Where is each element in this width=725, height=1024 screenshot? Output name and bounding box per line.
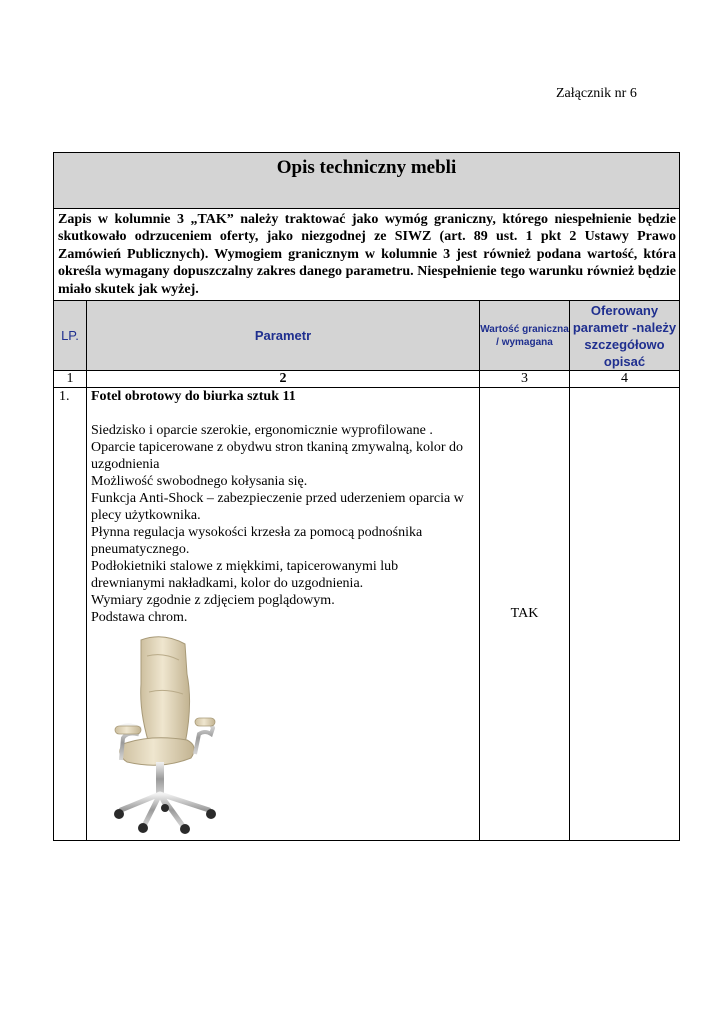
item-description	[87, 388, 480, 841]
spec-line: Możliwość swobodnego kołysania się.	[91, 474, 308, 490]
page-title: Opis techniczny mebli	[276, 157, 457, 178]
column-number: 3	[480, 371, 570, 388]
column-number-row	[54, 371, 680, 388]
spec-table	[53, 152, 680, 841]
annex-label: Załącznik nr 6	[556, 86, 637, 101]
requirements-note: Zapis w kolumnie 3 „TAK” należy traktować jako wymóg graniczny, którego niespełnienie będzie skutkowało odrzuceniem oferty, jako niezgodnej ze SIWZ (art. 89 ust. 1 pkt 2 Ustawy Prawo Zamówień Publicznych). Wymogiem granicznym w kolumnie 3 jest również podana wartość, która określa wymagany dopuszczalny zakres danego parametru. Niespełnienie tego warunku również będzie miało skutek jak wyżej.	[54, 209, 680, 301]
header-threshold-value: Wartość graniczna / wymagana	[480, 301, 570, 371]
column-number: 4	[570, 371, 680, 388]
column-number: 1	[54, 371, 87, 388]
spec-line: Siedzisko i oparcie szerokie, ergonomicznie wyprofilowane .	[91, 423, 433, 439]
header-parameter: Parametr	[87, 301, 480, 371]
spec-line: Oparcie tapicerowane z obydwu stron tkaniną zmywalną, kolor do uzgodnienia	[91, 440, 464, 473]
column-number: 2	[87, 371, 480, 388]
item-offered-parameter[interactable]	[570, 388, 680, 841]
table-row	[54, 388, 680, 841]
spec-line: Podstawa chrom.	[91, 610, 188, 626]
office-chair-image	[101, 634, 231, 834]
item-lp: 1.	[54, 388, 87, 841]
spec-line: Wymiary zgodnie z zdjęciem poglądowym.	[91, 593, 335, 609]
spec-line: Płynna regulacja wysokości krzesła za pomocą podnośnika pneumatycznego.	[91, 525, 423, 558]
item-threshold-value: TAK	[480, 388, 570, 841]
spec-line: Funkcja Anti-Shock – zabezpieczenie przed uderzeniem oparcia w plecy użytkownika.	[91, 491, 464, 524]
header-lp: LP.	[54, 301, 87, 371]
title-cell	[54, 153, 680, 209]
spec-line: Podłokietniki stalowe z miękkimi, tapicerowanymi lub drewnianymi nakładkami, kolor do uzgodnienia.	[91, 559, 399, 592]
header-offered-parameter: Oferowany parametr -należy szczegółowo opisać	[570, 301, 680, 371]
item-title: Fotel obrotowy do biurka sztuk 11	[91, 389, 296, 405]
